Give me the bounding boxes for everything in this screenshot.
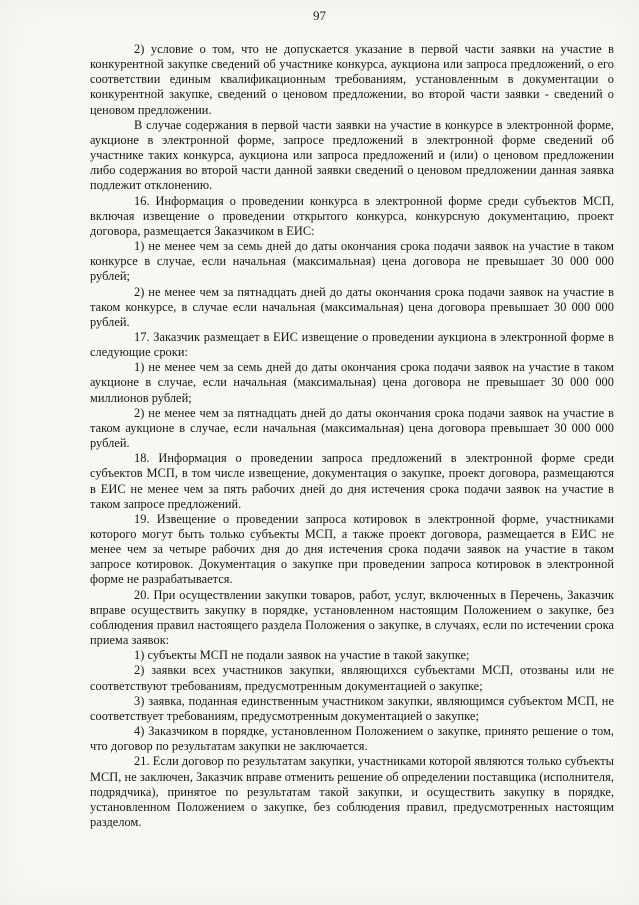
paragraph: В случае содержания в первой части заявки на участие в конкурсе в электронной форме, аукционе в электронной форме, запросе предложений в электронной форме сведений об участнике таких конкурса, аукциона или запроса предложений и (или) о ценовом предложении либо содержания во второй части данной заявки сведений о ценовом предложении данная заявка подлежит отклонению. <box>90 117 614 193</box>
paragraph: 21. Если договор по результатам закупки, участниками которой являются только субъекты МСП, не заключен, Заказчик вправе отменить решение об определении поставщика (исполнителя, подрядчика), принятое по результатам такой закупки, и осуществить закупку в порядке, установленном Положением о закупке, без соблюдения правил, предусмотренных настоящим разделом. <box>90 754 614 829</box>
paragraph: 3) заявка, поданная единственным участником закупки, являющимся субъектом МСП, не соответствует требованиям, предусмотренным документацией о закупке; <box>90 693 614 723</box>
paragraph: 2) не менее чем за пятнадцать дней до даты окончания срока подачи заявок на участие в таком конкурсе, в случае если начальная (максимальная) цена договора превышает 30 000 000 рублей. <box>90 284 614 329</box>
paragraph: 2) условие о том, что не допускается указание в первой части заявки на участие в конкурентной закупке сведений об участнике конкурса, аукциона или запроса предложений, о его соответствии единым квалификационным требованиям, установленным в документации о конкурентной закупке, сведений о ценовом предложении, во второй части заявки - сведений о ценовом предложении. <box>90 42 614 117</box>
paragraph: 2) заявки всех участников закупки, являющихся субъектами МСП, отозваны или не соответствуют требованиям, предусмотренным документацией о закупке; <box>90 663 614 693</box>
paragraph: 1) не менее чем за семь дней до даты окончания срока подачи заявок на участие в таком аукционе в случае, если начальная (максимальная) цена договора не превышает 30 000 000 миллионов рублей; <box>90 360 614 405</box>
page-number: 97 <box>313 8 326 23</box>
paragraph: 1) не менее чем за семь дней до даты окончания срока подачи заявок на участие в таком конкурсе в случае, если начальная (максимальная) цена договора не превышает 30 000 000 рублей; <box>90 239 614 284</box>
paragraph: 18. Информация о проведении запроса предложений в электронной форме среди субъектов МСП, в том числе извещение, документация о закупке, проект договора, размещаются в ЕИС не менее чем за пять рабочих дней до дня истечения срока подачи заявок на участие в таком запросе предложений. <box>90 451 614 511</box>
paragraph: 19. Извещение о проведении запроса котировок в электронной форме, участниками которого могут быть только субъекты МСП, а также проект договора, размещается в ЕИС не менее чем за четыре рабочих дня до дня истечения срока подачи заявок на участие в таком запросе котировок. Документация о закупке при проведении запроса котировок в электронной форме не разрабатывается. <box>90 511 614 587</box>
paragraph: 1) субъекты МСП не подали заявок на участие в такой закупке; <box>134 648 470 663</box>
paragraph: 20. При осуществлении закупки товаров, работ, услуг, включенных в Перечень, Заказчик вправе осуществить закупку в порядке, установленном настоящим Положением о закупке, без соблюдения правил настоящего раздела Положения о закупке, в случаях, если по истечении срока приема заявок: <box>90 587 614 648</box>
paragraph: 4) Заказчиком в порядке, установленном Положением о закупке, принято решение о том, что договор по результатам закупки не заключается. <box>90 724 614 754</box>
paragraph: 2) не менее чем за пятнадцать дней до даты окончания срока подачи заявок на участие в таком аукционе в случае, если начальная (максимальная) цена договора превышает 30 000 000 рублей. <box>90 405 614 451</box>
paragraph: 17. Заказчик размещает в ЕИС извещение о проведении аукциона в электронной форме в следующие сроки: <box>90 329 614 360</box>
document-body <box>90 42 614 830</box>
paragraph: 16. Информация о проведении конкурса в электронной форме среди субъектов МСП, включая извещение о проведении открытого конкурса, конкурсную документацию, проект договора, размещается Заказчиком в ЕИС: <box>90 193 614 238</box>
